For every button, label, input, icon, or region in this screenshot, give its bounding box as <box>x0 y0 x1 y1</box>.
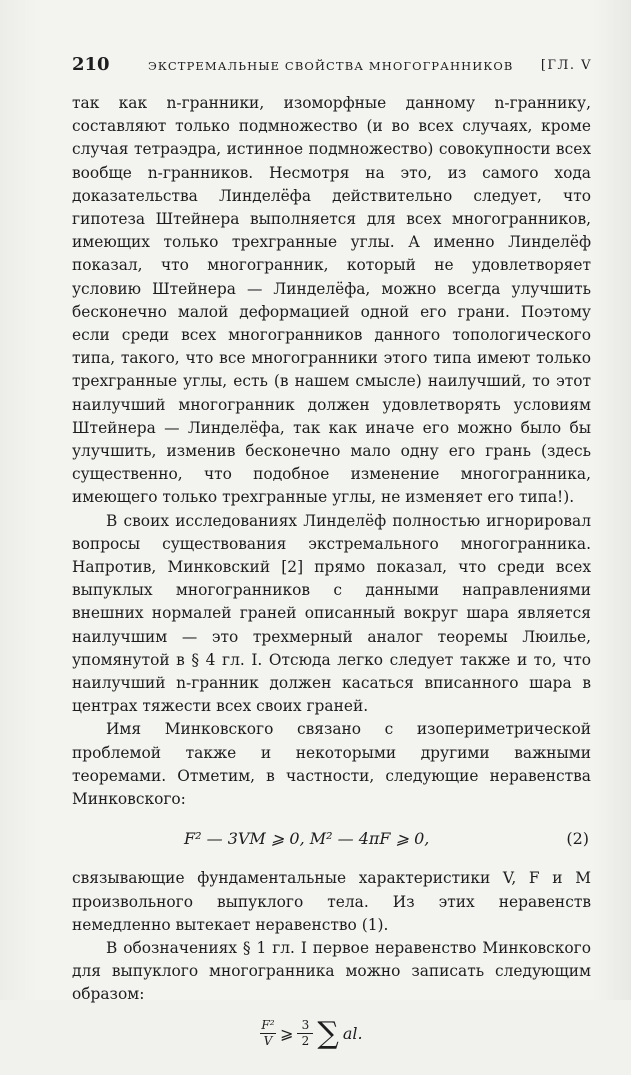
minkowski-inequalities <box>72 811 591 867</box>
fraction-bar <box>260 1033 276 1034</box>
page-number: 210 <box>72 54 110 75</box>
coefficient-bar <box>297 1033 313 1034</box>
paragraph-5: В обозначениях § 1 гл. I первое неравенство Минковского для выпуклого многогранника можно записать следующим образом: <box>72 938 591 1004</box>
paragraph-3: Имя Минковского связано с изопериметрической проблемой также и некоторыми другими важными теоремами. Отметим, в частности, следующие неравенства Минковского: <box>72 720 591 809</box>
running-header <box>72 54 592 78</box>
relation-symbol: ⩾ <box>280 1023 294 1043</box>
chapter-label: [ГЛ. V <box>540 58 592 73</box>
formula-expression: F² — 3VM ⩾ 0, M² — 4πF ⩾ 0, <box>184 829 430 849</box>
fraction-coefficient <box>297 1019 313 1048</box>
running-title: ЭКСТРЕМАЛЬНЫЕ СВОЙСТВА МНОГОГРАННИКОВ <box>148 59 514 73</box>
sum-term: al. <box>342 1023 363 1043</box>
sum-symbol: ∑ <box>317 1015 339 1051</box>
coefficient-denominator: 2 <box>301 1034 310 1049</box>
page-body <box>72 92 591 1075</box>
polyhedron-inequality <box>72 1007 591 1075</box>
paragraph-2: В своих исследованиях Линделёф полностью игнорировал вопросы существования экстремального многогранника. Напротив, Минковский [2] прямо показал, что среди всех выпуклых многогранников с данными направлениями внешних нормалей граней описанный вокруг шара является наилучшим — это трехмерный аналог теоремы Люилье, упомянутой в § 4 гл. I. Отсюда легко следует также и то, что наилучший n-гранник должен касаться вписанного шара в центрах тяжести всех своих граней. <box>72 511 591 716</box>
fraction-lhs <box>260 1019 276 1048</box>
paragraph-1: так как n-гранники, изоморфные данному n-граннику, составляют только подмножество (и во всех случаях, кроме случая тетраэдра, истинное подмножество) совокупности всех вообще n-гранников. Несмотря на это, из самого хода доказательства Линделёфа действительно следует, что гипотеза Штейнера выполняется для всех многогранников, имеющих только трехгранные углы. А именно Линделёф показал, что многогранник, который не удовлетворяет условию Штейнера — Линделёфа, можно всегда улучшить бесконечно малой деформацией одной его грани. Поэтому если среди всех многогранников данного топологического типа, такого, что все многогранники этого типа имеют только трехгранные углы, есть (в нашем смысле) наилучший, то этот наилучший многогранник должен удовлетворять условиям Штейнера — Линделёфа, так как иначе его можно было бы улучшить, изменив бесконечно мало одну его грань (здесь существенно, что подобное изменение многогранника, имеющего только трехгранные углы, не изменяет его типа!). <box>72 94 591 507</box>
fraction-denominator: V <box>263 1034 273 1049</box>
equation-number: (2) <box>566 829 589 849</box>
paragraph-4: связывающие фундаментальные характеристики V, F и M произвольного выпуклого тела. Из этих неравенств немедленно вытекает неравенство (1). <box>72 869 591 934</box>
fraction-numerator: F² <box>261 1018 275 1033</box>
coefficient-numerator: 3 <box>301 1018 310 1033</box>
formula-2-expression <box>260 1015 363 1051</box>
